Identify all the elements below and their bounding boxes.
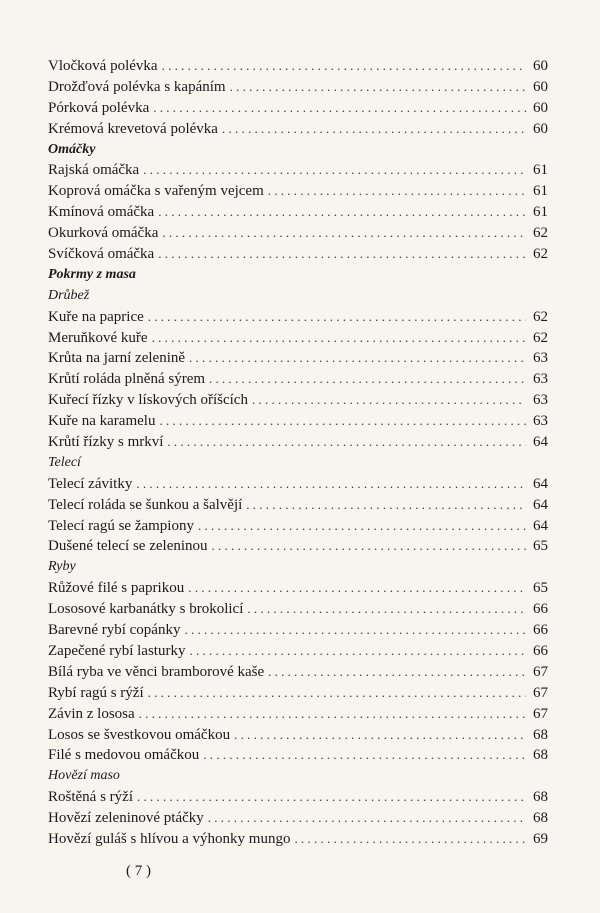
toc-entry-page: 68 [533,789,548,806]
toc-entry-title: Závin z lososa [48,705,135,722]
dot-leader [136,474,526,495]
toc-entry [48,662,548,683]
toc-entry [48,328,548,349]
toc-entry [48,578,548,599]
toc-entry [48,369,548,390]
toc-entry [48,683,548,704]
subsection-heading: Telecí [48,454,81,470]
subsection-heading: Ryby [48,559,76,575]
toc-entry-title: Telecí ragú se žampiony [48,517,194,534]
page-number: ( 7 ) [126,863,151,879]
toc-entry [48,390,548,411]
toc-entry [48,181,548,202]
toc-entry [48,474,548,495]
toc-entry [48,599,548,620]
toc-entry [48,223,548,244]
toc-entry-title: Bílá ryba ve věnci bramborové kaše [48,663,265,680]
toc-entry [48,77,548,98]
dot-leader [189,641,526,662]
toc-entry [48,432,548,453]
dot-leader [246,495,526,516]
toc-entry-title: Kuřecí řízky v lískových oříšcích [48,392,248,409]
toc-entry-page: 64 [533,475,548,492]
toc-entry-page: 66 [533,601,548,618]
toc-entry-title: Kuře na paprice [48,308,144,325]
dot-leader [137,787,526,808]
dot-leader [143,160,526,181]
dot-leader [167,432,526,453]
dot-leader [148,307,526,328]
toc-entry-page: 62 [533,246,548,263]
toc-entry-title: Hovězí zeleninové ptáčky [48,810,204,827]
dot-leader [184,620,526,641]
toc-entry-page: 60 [533,120,548,137]
toc-entry [48,244,548,265]
dot-leader [209,369,526,390]
toc-entry-page: 62 [533,225,548,242]
dot-leader [212,536,526,557]
toc-entry-page: 67 [533,684,548,701]
toc-entry-title: Zapečené rybí lasturky [48,642,186,659]
toc-entry-title: Krůta na jarní zelenině [48,350,186,367]
toc-entry-page: 61 [533,204,548,221]
toc-entry-page: 64 [533,496,548,513]
dot-leader [230,77,526,98]
toc-entry [48,536,548,557]
toc-entry [48,348,548,369]
toc-entry [48,787,548,808]
dot-leader [159,411,526,432]
toc-entry-page: 65 [533,538,548,555]
toc-entry [48,725,548,746]
toc-entry [48,202,548,223]
dot-leader [222,119,526,140]
toc-entry-page: 60 [533,78,548,95]
toc-entry-title: Roštěná s rýží [48,789,133,806]
toc-entry-page: 68 [533,810,548,827]
toc-entry-page: 63 [533,350,548,367]
dot-leader [294,829,526,850]
toc-entry [48,641,548,662]
dot-leader [234,725,526,746]
toc-entry-title: Rajská omáčka [48,162,140,179]
toc-entry-page: 66 [533,642,548,659]
toc-entry-title: Hovězí guláš s hlívou a výhonky mungo [48,830,291,847]
subsection-heading: Drůbež [48,287,90,303]
toc-entry-title: Krémová krevetová polévka [48,120,218,137]
toc-entry [48,160,548,181]
toc-entry-page: 61 [533,162,548,179]
toc-entry [48,98,548,119]
toc-entry [48,829,548,850]
toc-entry-page: 66 [533,622,548,639]
dot-leader [158,202,526,223]
table-of-contents [48,56,548,850]
toc-entry-page: 68 [533,726,548,743]
section-heading: Omáčky [48,141,96,157]
dot-leader [252,390,526,411]
toc-entry-page: 67 [533,663,548,680]
dot-leader [162,56,526,77]
toc-entry-title: Telecí roláda se šunkou a šalvějí [48,496,243,513]
subsection-heading: Hovězí maso [48,768,120,784]
dot-leader [139,704,526,725]
toc-entry-title: Pórková polévka [48,99,150,116]
dot-leader [158,244,526,265]
toc-entry-title: Lososové karbanátky s brokolicí [48,601,244,618]
toc-entry-title: Okurková omáčka [48,225,159,242]
toc-entry-page: 62 [533,329,548,346]
dot-leader [152,328,526,349]
toc-entry-title: Losos se švestkovou omáčkou [48,726,231,743]
dot-leader [268,662,526,683]
toc-entry-title: Kuře na karamelu [48,413,156,430]
toc-entry [48,307,548,328]
toc-entry-page: 65 [533,580,548,597]
dot-leader [148,683,526,704]
toc-entry-page: 68 [533,747,548,764]
section-heading: Pokrmy z masa [48,266,136,282]
toc-entry-title: Krůtí roláda plněná sýrem [48,371,206,388]
toc-entry-page: 62 [533,308,548,325]
toc-entry-title: Filé s medovou omáčkou [48,747,200,764]
toc-entry [48,745,548,766]
toc-entry-title: Drožďová polévka s kapáním [48,78,226,95]
toc-entry-title: Kmínová omáčka [48,204,155,221]
toc-entry-title: Vločková polévka [48,58,158,74]
toc-entry [48,704,548,725]
dot-leader [268,181,526,202]
toc-entry-title: Koprová omáčka s vařeným vejcem [48,183,264,200]
toc-entry-page: 61 [533,183,548,200]
dot-leader [162,223,526,244]
toc-entry [48,56,548,77]
toc-entry [48,516,548,537]
dot-leader [198,516,526,537]
toc-entry-page: 64 [533,517,548,534]
dot-leader [247,599,526,620]
dot-leader [188,578,526,599]
toc-entry-page: 63 [533,371,548,388]
toc-entry [48,495,548,516]
dot-leader [203,745,526,766]
toc-entry-title: Růžové filé s paprikou [48,580,185,597]
toc-entry-title: Dušené telecí se zeleninou [48,538,208,555]
toc-entry-page: 67 [533,705,548,722]
toc-entry-page: 64 [533,434,548,451]
toc-entry [48,620,548,641]
toc-entry [48,119,548,140]
toc-entry [48,808,548,829]
dot-leader [189,348,526,369]
toc-entry-page: 60 [533,58,548,74]
toc-entry-title: Meruňkové kuře [48,329,148,346]
toc-entry-title: Krůtí řízky s mrkví [48,434,164,451]
toc-entry-page: 69 [533,830,548,847]
toc-entry-page: 63 [533,413,548,430]
dot-leader [208,808,526,829]
toc-entry [48,411,548,432]
toc-entry-title: Telecí závitky [48,475,133,492]
toc-entry-title: Svíčková omáčka [48,246,155,263]
toc-entry-page: 63 [533,392,548,409]
dot-leader [153,98,526,119]
toc-entry-page: 60 [533,99,548,116]
toc-entry-title: Rybí ragú s rýží [48,684,144,701]
toc-entry-title: Barevné rybí copánky [48,622,181,639]
